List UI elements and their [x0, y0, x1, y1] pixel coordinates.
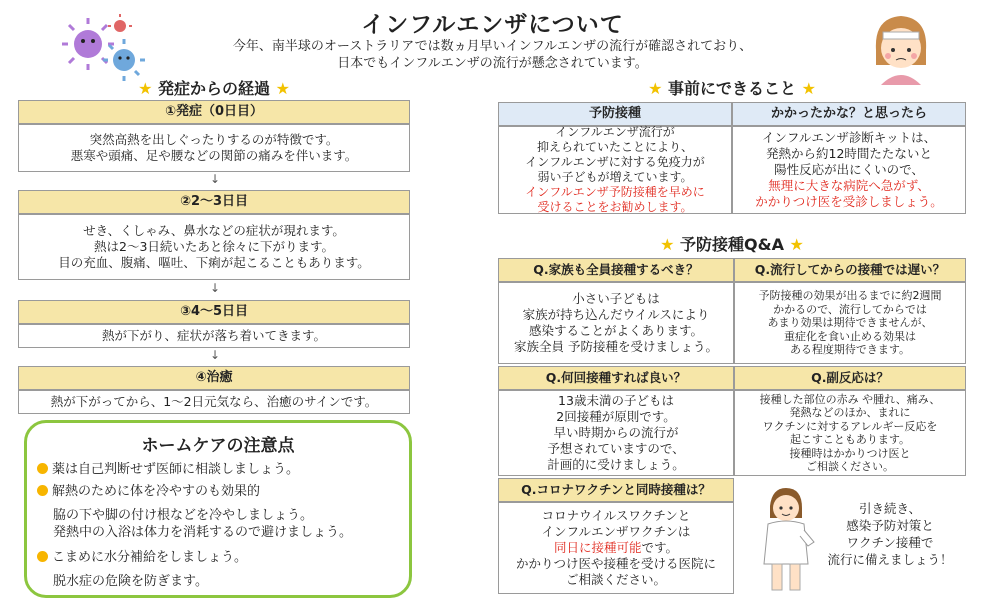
stage-1-title: ①発症（0日目） — [18, 100, 410, 124]
qa-q1-question: Q.家族も全員接種するべき？ — [498, 258, 734, 282]
stage-4-title: ④治癒 — [18, 366, 410, 390]
stage-1-body: 突然高熱を出しぐったりするのが特徴です。 悪寒や頭痛、足や腰などの関節の痛みを伴います。 — [18, 124, 410, 172]
qa-q3-question: Q.何回接種すれば良い？ — [498, 366, 734, 390]
prep-col-vaccination-head: 予防接種 — [498, 102, 732, 126]
qa-q1-answer: 小さい子どもは 家族が持ち込んだウイルスにより 感染することがよくあります。 家族全員 予防接種を受けましょう。 — [498, 282, 734, 364]
homecare-item-detail: 脱水症の危険を防ぎます。 — [53, 574, 208, 589]
stage-4-body: 熱が下がってから、1～2日元気なら、治癒のサインです。 — [18, 390, 410, 414]
qa-q4-answer: 接種した部位の赤み や腫れ、痛み、 発熱などのほか、まれに ワクチンに対するアレルギー反応を 起こすこともあります。 接種時はかかりつけ医と ご相談ください。 — [734, 390, 966, 476]
qa-q5-answer: コロナウイルスワクチンと インフルエンザワクチンは 同日に接種可能です。 かかりつけ医や接種を受ける医院に ご相談ください。 — [498, 502, 734, 594]
stage-3-title: ③4～5日目 — [18, 300, 410, 324]
prep-col-suspect-body: インフルエンザ診断キットは、 発熱から約12時間たたないと 陽性反応が出にくいので、 無理に大きな病院へ急がず、 かかりつけ医を受診しましょう。 — [732, 126, 966, 214]
arrow-down-icon: ↓ — [209, 172, 221, 186]
stage-3-body: 熱が下がり、症状が落ち着いてきます。 — [18, 324, 410, 348]
intro-text: 今年、南半球のオーストラリアでは数ヵ月早いインフルエンザの流行が確認されており、 日本でもインフルエンザの流行が懸念されています。 — [232, 39, 753, 71]
bullet-icon — [37, 485, 48, 496]
star-icon: ★ — [138, 79, 153, 98]
page-title: インフルエンザについて — [361, 12, 624, 38]
homecare-item-detail: 脇の下や脚の付け根などを冷やしましょう。 — [53, 508, 314, 523]
star-icon: ★ — [648, 79, 663, 98]
stage-2-title: ②2～3日目 — [18, 190, 410, 214]
star-icon: ★ — [789, 235, 804, 254]
arrow-down-icon: ↓ — [209, 348, 221, 362]
bullet-icon — [37, 551, 48, 562]
star-icon: ★ — [660, 235, 675, 254]
nurse-illustration — [752, 484, 818, 594]
stage-2-body: せき、くしゃみ、鼻水などの症状が現れます。 熱は2～3日続いたあと徐々に下がります。 目の充血、腹痛、嘔吐、下痢が起こることもあります。 — [18, 214, 410, 280]
qa-q3-answer: 13歳未満の子どもは 2回接種が原則です。 早い時期からの流行が 予想されていますので、 計画的に受けましょう。 — [498, 390, 734, 476]
homecare-box — [24, 420, 412, 598]
virus-icon — [103, 39, 145, 81]
qa-q2-answer: 予防接種の効果が出るまでに約2週間 かかるので、流行してからでは あまり効果は期待できませんが、 重症化を食い止める効果は ある程度期待できます。 — [734, 282, 966, 364]
prep-heading: ★ 事前にできること ★ — [648, 79, 816, 98]
qa-q4-question: Q.副反応は？ — [734, 366, 966, 390]
homecare-item: 解熱のために体を冷やすのも効果的 — [37, 483, 260, 500]
prep-col-suspect-head: かかったかな？と思ったら — [732, 102, 966, 126]
star-icon: ★ — [801, 79, 816, 98]
homecare-item: こまめに水分補給をしましょう。 — [37, 549, 247, 566]
qa-heading: ★ 予防接種Q&A ★ — [660, 235, 804, 254]
star-icon: ★ — [275, 79, 290, 98]
homecare-item-detail: 発熱中の入浴は体力を消耗するので避けましょう。 — [53, 525, 353, 540]
homecare-title: ホームケアの注意点 — [141, 436, 295, 456]
arrow-down-icon: ↓ — [209, 281, 221, 295]
timeline-heading: ★ 発症からの経過 ★ — [138, 79, 290, 98]
closing-message: 引き続き、 感染予防対策と ワクチン接種で 流行に備えましょう！ — [827, 501, 953, 567]
prep-col-vaccination-body: インフルエンザ流行が 抑えられていたことにより、 インフルエンザに対する免疫力が 弱い子どもが増えています。 インフルエンザ予防接種を早めに 受けることをお勧めします。 — [498, 126, 732, 214]
qa-q2-question: Q.流行してからの接種では遅い？ — [734, 258, 966, 282]
qa-q5-question: Q.コロナワクチンと同時接種は？ — [498, 478, 734, 502]
homecare-item: 薬は自己判断せず医師に相談しましょう。 — [37, 461, 299, 478]
bullet-icon — [37, 463, 48, 474]
